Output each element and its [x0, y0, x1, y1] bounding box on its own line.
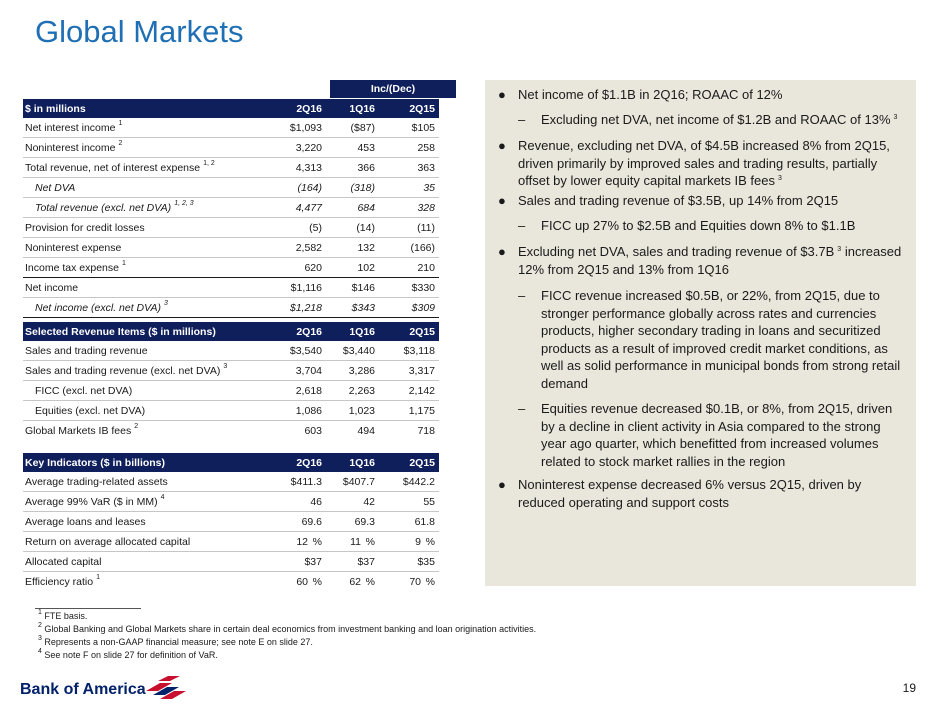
table-row — [23, 381, 439, 401]
cell: 35 — [379, 178, 439, 198]
footnote-ref: 2 — [134, 422, 139, 430]
bullet-text: Net income of $1.1B in 2Q16; ROAAC of 12% — [518, 87, 783, 102]
cell: $3,540 — [255, 341, 326, 361]
cell: 3,286 — [326, 361, 379, 381]
row-label: Net interest income — [25, 121, 116, 134]
footnote — [35, 611, 87, 621]
dash-icon: – — [518, 288, 526, 303]
cell: 328 — [379, 198, 439, 218]
indicators-header-col: 2Q16 — [255, 453, 326, 472]
table-row — [23, 341, 439, 361]
footnote-text: See note F on slide 27 for definition of VaR. — [44, 650, 218, 660]
page-number: 19 — [902, 681, 916, 695]
row-label: Net DVA — [35, 181, 76, 194]
footnote-ref: 1, 2 — [203, 159, 215, 167]
table-row — [23, 492, 439, 512]
cell: 2,142 — [379, 381, 439, 401]
row-label: Average 99% VaR ($ in MM) — [25, 495, 158, 508]
cell: $343 — [326, 298, 379, 318]
cell: $407.7 — [326, 472, 379, 492]
cell: 1,086 — [255, 401, 326, 421]
percent-sign: % — [365, 575, 375, 588]
table-row — [23, 258, 439, 278]
cell: 3,317 — [379, 361, 439, 381]
table-row — [23, 421, 439, 441]
cell: 55 — [379, 492, 439, 512]
footnote-number: 2 — [38, 622, 42, 629]
logo-svg — [18, 675, 193, 701]
cell: 2,618 — [255, 381, 326, 401]
dash-icon: – — [518, 401, 526, 416]
table-row — [23, 218, 439, 238]
cell: 62 — [349, 575, 361, 588]
cell: 102 — [326, 258, 379, 278]
income-header-col: 1Q16 — [326, 99, 379, 118]
bullet-text: Equities revenue decreased $0.1B, or 8%, from 2Q15, driven by a decline in client activity in Asia compared to the strong year ago quarter, which benefitted from increased volumes related to stock market rallies in the region — [541, 401, 893, 469]
table-row — [23, 532, 439, 552]
footnote-ref: 3 — [837, 246, 842, 253]
cell: 1,175 — [379, 401, 439, 421]
bullet-text: Noninterest expense decreased 6% versus 2Q15, driven by reduced operating and support costs — [518, 477, 862, 510]
table-row — [23, 472, 439, 492]
cell: 3,704 — [255, 361, 326, 381]
cell: (164) — [255, 178, 326, 198]
indicators-table — [23, 453, 439, 591]
footnote-number: 1 — [38, 609, 42, 616]
table-row — [23, 298, 439, 318]
row-label: Total revenue (excl. net DVA) — [35, 201, 172, 214]
table-row — [23, 552, 439, 572]
bullet-text: Excluding net DVA, net income of $1.2B and ROAAC of 13% — [541, 112, 891, 127]
cell: $411.3 — [255, 472, 326, 492]
cell: 69.6 — [255, 512, 326, 532]
income-header-col: 2Q15 — [379, 99, 439, 118]
table-row — [23, 278, 439, 298]
cell: 258 — [379, 138, 439, 158]
row-label: Sales and trading revenue — [25, 344, 148, 357]
cell: (318) — [326, 178, 379, 198]
footnote-text: FTE basis. — [44, 611, 88, 621]
footnote-number: 3 — [38, 635, 42, 642]
revenue-header-row — [23, 322, 439, 341]
cell: $309 — [379, 298, 439, 318]
percent-sign: % — [312, 575, 322, 588]
cell: (11) — [379, 218, 439, 238]
bullet-dot-icon: ● — [498, 477, 506, 492]
footnote — [35, 637, 313, 647]
row-label: Total revenue, net of interest expense — [25, 161, 201, 174]
cell: 684 — [326, 198, 379, 218]
footnote-ref: 1 — [118, 119, 123, 127]
logo-text: Bank of America — [20, 681, 146, 698]
footnote-ref: 1 — [121, 259, 126, 267]
cell: 620 — [255, 258, 326, 278]
table-row — [23, 512, 439, 532]
row-label: Noninterest income — [25, 141, 116, 154]
percent-sign: % — [365, 535, 375, 548]
row-label: Average loans and leases — [25, 515, 146, 528]
footnote-ref: 3 — [778, 175, 782, 182]
cell: 42 — [326, 492, 379, 512]
cell: 4,313 — [255, 158, 326, 178]
footnote-ref: 1, 2, 3 — [174, 199, 194, 207]
cell: $1,093 — [255, 118, 326, 138]
cell: 2,582 — [255, 238, 326, 258]
cell: (5) — [255, 218, 326, 238]
page-title: Global Markets — [35, 14, 244, 49]
row-label: Noninterest expense — [25, 241, 122, 254]
income-table — [23, 99, 439, 318]
table-row — [23, 572, 439, 592]
cell: $105 — [379, 118, 439, 138]
cell: $1,218 — [255, 298, 326, 318]
bullet-text-cont: increased 12% from 2Q15 and 13% from 1Q16 — [518, 244, 902, 277]
row-label: Income tax expense — [25, 261, 119, 274]
revenue-header-col: 1Q16 — [326, 322, 379, 341]
revenue-header-col: 2Q16 — [255, 322, 326, 341]
row-label: Provision for credit losses — [25, 221, 145, 234]
cell: 69.3 — [326, 512, 379, 532]
indicators-header-row — [23, 453, 439, 472]
bullet-text: Excluding net DVA, sales and trading revenue of $3.7B — [518, 244, 835, 259]
cell: $37 — [255, 552, 326, 572]
footnote-ref: 1 — [96, 573, 100, 581]
cell: 1,023 — [326, 401, 379, 421]
revenue-header-col: 2Q15 — [379, 322, 439, 341]
cell: 494 — [357, 424, 375, 437]
footnote-ref: 3 — [893, 114, 898, 121]
cell: 3,220 — [255, 138, 326, 158]
flag-icon — [146, 676, 186, 699]
percent-sign: % — [425, 575, 435, 588]
table-row — [23, 401, 439, 421]
cell: $442.2 — [379, 472, 439, 492]
footnote-text: Global Banking and Global Markets share in certain deal economics from investment banking and loan origination activities. — [44, 624, 537, 634]
cell: 718 — [417, 424, 435, 437]
bank-of-america-logo — [18, 675, 193, 706]
footnote-text: Represents a non-GAAP financial measure; see note E on slide 27. — [44, 637, 313, 647]
table-row — [23, 158, 439, 178]
cell: 366 — [326, 158, 379, 178]
cell: ($87) — [326, 118, 379, 138]
cell: 11 — [350, 535, 361, 548]
bullet-dot-icon: ● — [498, 87, 506, 102]
cell: $3,440 — [326, 341, 379, 361]
income-header-col: 2Q16 — [255, 99, 326, 118]
cell: 132 — [326, 238, 379, 258]
cell: 12 — [296, 535, 308, 548]
row-label: Global Markets IB fees — [25, 424, 132, 437]
cell: $37 — [326, 552, 379, 572]
bullet-text: Sales and trading revenue of $3.5B, up 14% from 2Q15 — [518, 193, 839, 208]
income-header-row — [23, 99, 439, 118]
footnote-ref: 3 — [164, 299, 168, 307]
row-label: FICC (excl. net DVA) — [35, 384, 133, 397]
cell: 363 — [379, 158, 439, 178]
footnote-ref: 3 — [223, 362, 228, 370]
dash-icon: – — [518, 112, 526, 127]
row-label: Sales and trading revenue (excl. net DVA) — [25, 364, 221, 377]
row-label: Allocated capital — [25, 555, 102, 568]
indicators-header-label: Key Indicators ($ in billions) — [23, 453, 255, 472]
table-row — [23, 138, 439, 158]
table-row — [23, 178, 439, 198]
indicators-header-col: 2Q15 — [379, 453, 439, 472]
cell: $3,118 — [379, 341, 439, 361]
table-row — [23, 238, 439, 258]
cell: $146 — [326, 278, 379, 298]
bullet-text: Revenue, excluding net DVA, of $4.5B increased 8% from 2Q15, driven primarily by improved sales and trading results, partially offset by lower equity capital markets IB fees — [518, 138, 890, 188]
cell: 61.8 — [379, 512, 439, 532]
cell: 70 — [409, 575, 421, 588]
cell: 46 — [255, 492, 326, 512]
table-row — [23, 198, 439, 218]
footnote-ref: 2 — [118, 139, 123, 147]
footnote — [35, 650, 218, 660]
row-label: Average trading-related assets — [25, 475, 168, 488]
row-label: Efficiency ratio — [25, 575, 94, 588]
cell: $1,116 — [255, 278, 326, 298]
indicators-header-col: 1Q16 — [326, 453, 379, 472]
percent-sign: % — [425, 535, 435, 548]
cell: 60 — [296, 575, 308, 588]
row-label: Equities (excl. net DVA) — [35, 404, 146, 417]
table-row — [23, 361, 439, 381]
bullet-text: FICC revenue increased $0.5B, or 22%, from 2Q15, due to stronger performance globally across rates and currencies products, higher secondary trading in loans and securitized products as a result of improved credit market conditions, as well as solid performance in municipal bonds from strong retail demand — [541, 288, 901, 391]
cell: 210 — [379, 258, 439, 278]
cell: 2,263 — [326, 381, 379, 401]
bullet-dot-icon: ● — [498, 244, 506, 259]
bullet-dot-icon: ● — [498, 193, 506, 208]
cell: 603 — [304, 424, 322, 437]
cell: $330 — [379, 278, 439, 298]
inc-dec-header: Inc/(Dec) — [330, 80, 456, 99]
row-label: Net income (excl. net DVA) — [35, 301, 162, 314]
footnote-ref: 4 — [160, 493, 165, 501]
income-header-label: $ in millions — [23, 99, 255, 118]
cell: (14) — [326, 218, 379, 238]
cell: 9 — [415, 535, 421, 548]
percent-sign: % — [312, 535, 322, 548]
footnote — [35, 624, 536, 634]
row-label: Return on average allocated capital — [25, 535, 191, 548]
row-label: Net income — [25, 281, 79, 294]
cell: 4,477 — [255, 198, 326, 218]
bullet-text: FICC up 27% to $2.5B and Equities down 8% to $1.1B — [541, 218, 856, 233]
table-row — [23, 118, 439, 138]
footnote-divider — [35, 608, 141, 609]
cell: (166) — [379, 238, 439, 258]
footnote-number: 4 — [38, 648, 42, 655]
cell: $35 — [379, 552, 439, 572]
dash-icon: – — [518, 218, 526, 233]
revenue-table — [23, 322, 439, 440]
bullet-dot-icon: ● — [498, 138, 506, 153]
cell: 453 — [326, 138, 379, 158]
revenue-header-label: Selected Revenue Items ($ in millions) — [23, 322, 255, 341]
